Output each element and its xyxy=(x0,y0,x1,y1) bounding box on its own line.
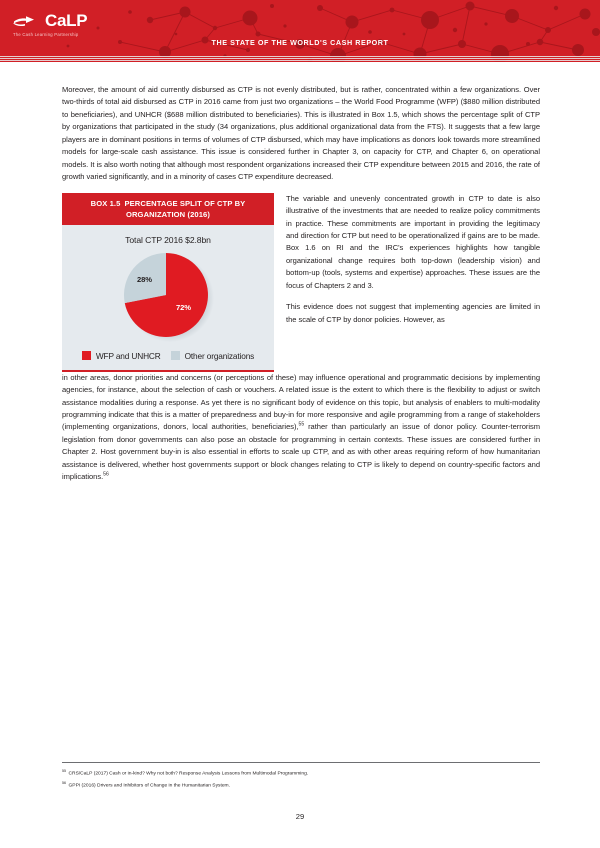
header-stripe-decoration xyxy=(0,56,600,62)
pie-chart-svg xyxy=(120,249,216,343)
box-title: PERCENTAGE SPLIT OF CTP BY ORGANIZATION (2016) xyxy=(124,198,246,219)
footnote-55 xyxy=(62,767,540,779)
paragraph-evidence: This evidence does not suggest that implementing agencies are limited in the scale of CTP by donor policies. However, as xyxy=(286,302,540,324)
footnote-56 xyxy=(62,779,540,791)
page-header-banner xyxy=(0,0,600,62)
right-text-column xyxy=(286,193,540,327)
chart-title: Total CTP 2016 $2.8bn xyxy=(125,234,211,245)
footnote-56-text: GPPI (2016) Drivers and Inhibitors of Change in the Humanitarian System. xyxy=(68,783,230,789)
paragraph-commitments: The variable and unevenly concentrated growth in CTP to date is also illustrative of the investments that are needed to realize policy commitments in practice. These commitments are important in providing the legitimacy and direction for CTP but need to be operationalized if gains are to be made. Box 1.6 on RI and the IRC's experiences highlights how tangible organizational change requires both top-down (leadership vision) and bottom-up (tools, systems and expertise) approaches. These issues are the focus of Chapters 2 and 3. xyxy=(286,193,540,290)
page-number: 29 xyxy=(295,812,305,821)
logo-wordmark: CaLP xyxy=(45,11,88,30)
footnote-55-text: CRS/CaLP (2017) Cash or in-kind? Why not both? Response Analysis Lessons from Multimodal Programming. xyxy=(68,771,309,777)
legend-swatch-red xyxy=(82,351,91,360)
legend-label-wfp-unhcr: WFP and UNHCR xyxy=(95,350,161,361)
box-header xyxy=(62,193,274,225)
box-and-column-section xyxy=(62,193,540,372)
hand-with-coin-icon xyxy=(12,13,42,28)
paragraph-intro: Moreover, the amount of aid currently disbursed as CTP is not evenly distributed, but is rather, concentrated within a few organizations. Over two-thirds of total aid disbursed as CTP in 2016 came from just two organizations – the World Food Programme (WFP) ($880 million distributed to beneficiaries), and UNHCR ($688 million distributed to beneficiaries). This is illustrated in Box 1.5, which shows the percentage split of CTP by organizations that participated in the study (34 organizations, plus additional organizational data from the FTS). It suggests that a few large players are in dominant positions in terms of volumes of CTP disbursed, which may have implications as donors look towards more streamlined models for large-scale cash assistance. This issue is considered further in Chapter 3, on capacity for CTP, and Chapter 6, on operational models. It is also worth noting that although most respondent organizations increased their CTP expenditure between 2015 and 2016, the rate of growth varied significantly, and in a minority of cases CTP expenditure decreased. xyxy=(62,85,540,182)
footnote-ref-56[interactable]: 56 xyxy=(103,471,109,478)
footnote-divider xyxy=(62,762,540,763)
pie-label-major: 72% xyxy=(176,302,191,312)
legend-swatch-grey xyxy=(171,351,180,360)
pie-chart xyxy=(62,249,274,343)
chart-legend xyxy=(62,343,274,370)
paragraph-donor-priorities xyxy=(62,372,540,484)
logo-tagline: The Cash Learning Partnership xyxy=(13,32,79,37)
box-label: BOX 1.5 xyxy=(90,198,121,208)
footnote-ref-55[interactable]: 55 xyxy=(298,421,305,428)
pie-label-minor: 28% xyxy=(137,274,152,284)
footnote-55-number: 55 xyxy=(62,768,66,773)
paragraph-part-b: rather than particularly an issue of donor policy. Counter-terrorism legislation from donor governments can also pose an obstacle for programming in certain contexts. These issues are considered further in Chapter 2. Host government buy-in is also essential in efforts to scale up CTP, and as with other areas requiring reform of how humanitarian assistance is delivered, whether host governments support or block changes relating to CTP is likely to depend on country-specific factors and implications. xyxy=(62,422,541,482)
box-1-5 xyxy=(62,193,274,372)
footnote-56-number: 56 xyxy=(62,780,66,785)
page-content xyxy=(62,84,540,493)
legend-item-wfp-unhcr xyxy=(82,351,161,361)
report-title: THE STATE OF THE WORLD'S CASH REPORT xyxy=(211,38,389,47)
calp-logo xyxy=(12,12,87,37)
legend-label-other: Other organizations xyxy=(184,350,255,361)
legend-item-other xyxy=(171,351,255,361)
footnotes-block xyxy=(62,762,540,791)
paragraph-part-a: in other areas, donor priorities and concerns (or perceptions of these) may influence operational and programmatic decisions by implementing agencies, for instance, about the selection of cash or vouchers. A related issue is the extent to which there is the flexibility to adjust or switch assistance modalities during a response. As yet there is no significant body of evidence on this topic, but analysis of enablers to multi-modality programming indicate that this is a matter of preparedness and buy-in for more responsive and agile programming from a range of stakeholders (implementing organizations, donors, local authorities, beneficiaries), xyxy=(62,372,540,432)
molecule-network-pattern-icon xyxy=(0,0,600,62)
